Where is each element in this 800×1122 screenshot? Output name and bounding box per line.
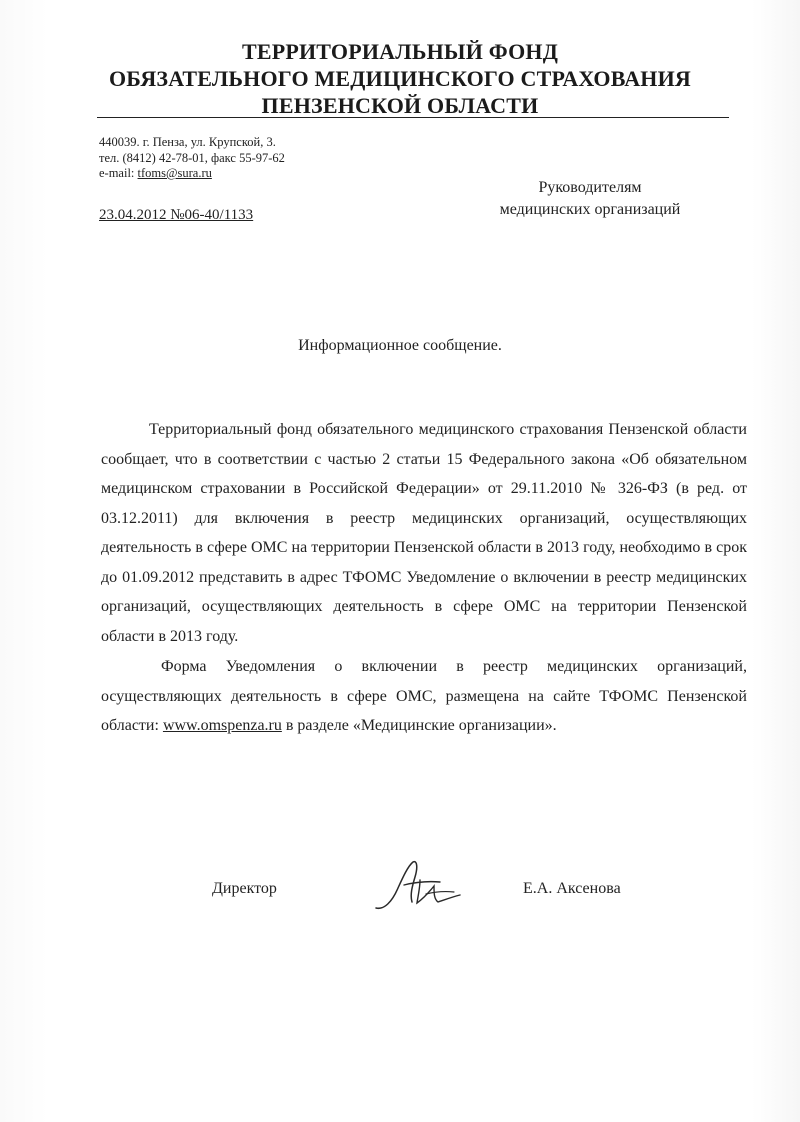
body-paragraph-2: [101, 652, 747, 741]
address-line: 440039. г. Пенза, ул. Крупской, 3.: [99, 135, 276, 149]
letterhead: [0, 38, 800, 119]
signatory-name: Е.А. Аксенова: [523, 880, 621, 897]
addressee-block: [470, 177, 710, 221]
email-label: e-mail:: [99, 166, 138, 180]
contact-block: [99, 135, 285, 182]
phone-line: тел. (8412) 42-78-01, факс 55-97-62: [99, 150, 285, 165]
document-title: Информационное сообщение.: [298, 337, 502, 354]
email-line: [99, 166, 285, 182]
letterhead-divider: [97, 117, 729, 118]
letter-body: [101, 415, 747, 741]
letterhead-line-3: ПЕНЗЕНСКОЙ ОБЛАСТИ: [261, 93, 539, 118]
paragraph-2-text-start: Форма Уведомления о включении в реестр медицинских организаций, осуществляющих деятельность в сфере ОМС, размещена на сайте ТФОМС Пензенской области:: [101, 658, 747, 734]
body-paragraph-1: Территориальный фонд обязательного медицинского страхования Пензенской области сообщает, что в соответствии с частью 2 статьи 15 Федерального закона «Об обязательном медицинском страховании в Российской Федерации» от 29.11.2010 № 326-ФЗ (в ред. от 03.12.2011) для включения в реестр медицинских организаций, осуществляющих деятельность в сфере ОМС на территории Пензенской области в 2013 году, необходимо в срок до 01.09.2012 представить в адрес ТФОМС Уведомление о включении в реестр медицинских организаций, осуществляющих деятельность в сфере ОМС на территории Пензенской области в 2013 году.: [101, 421, 747, 645]
addressee-line-1: Руководителям: [538, 179, 642, 196]
signatory-role: Директор: [212, 880, 277, 897]
email-link[interactable]: tfoms@sura.ru: [137, 166, 212, 180]
letterhead-line-2: ОБЯЗАТЕЛЬНОГО МЕДИЦИНСКОГО СТРАХОВАНИЯ: [109, 66, 691, 91]
outgoing-reference: 23.04.2012 №06-40/1133: [99, 207, 254, 223]
website-link[interactable]: www.omspenza.ru: [162, 717, 282, 734]
addressee-line-2: медицинских организаций: [499, 201, 681, 218]
handwritten-signature: [368, 858, 468, 916]
paragraph-2-text-end: в разделе «Медицинские организации».: [281, 717, 557, 734]
letterhead-line-1: ТЕРРИТОРИАЛЬНЫЙ ФОНД: [241, 39, 559, 64]
